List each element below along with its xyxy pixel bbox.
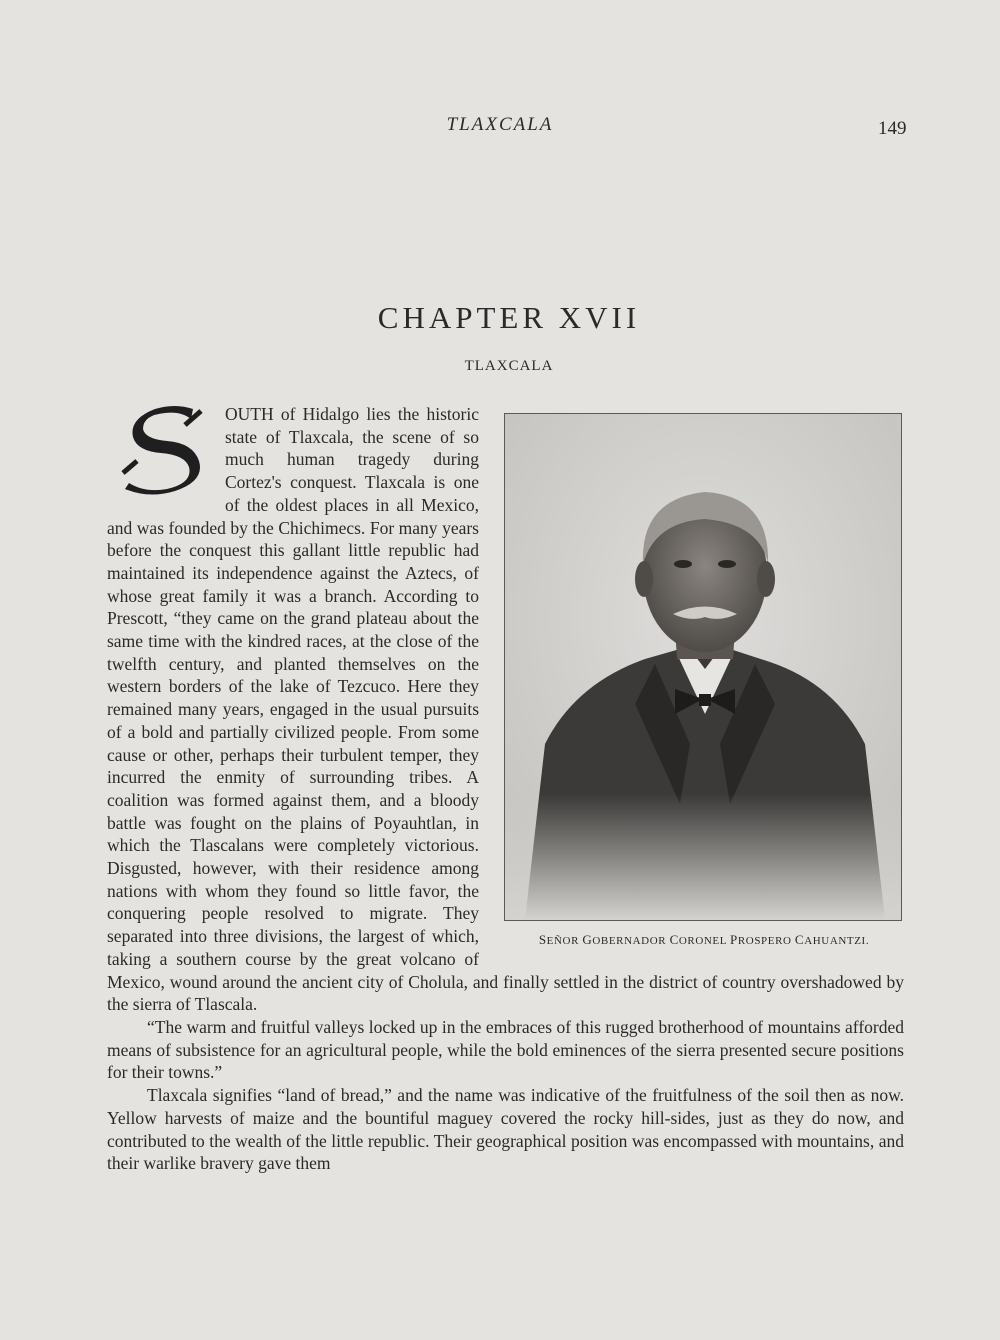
portrait-plate [504,413,902,921]
figure-caption: SEÑOR GOBERNADOR CORONEL PROSPERO CAHUANTZI. [538,932,870,947]
paragraph-1-text: OUTH of Hidalgo lies the historic state of Tlaxcala, the scene of so much human tragedy during Cortez's conquest. Tlaxcala is one of the oldest places in all Mexico, and was founded by the Chichimecs. For many years before the conquest this gallant little republic had maintained its independence against the Aztecs, of whose great family it was a branch. According to Prescott, “they came on the grand plateau about the same time with the kindred races, at the close of the twelfth century, and planted themselves on the western borders of the lake of Tezcuco. Here they remained many years, engaged in the usual pursuits of a bold and partially civilized people. From some cause or other, perhaps their turbulent temper, they incurred the enmity of surrounding tribes. A coalition was formed against them, and a bloody battle was fought on the plains of Poyauhtlan, in which the Tlascalans were completely victorious. Disgusted, however, with their residence among nations with whom they found so little favor, the conquering people resolved to migrate. They separated into three divisions, the largest of which, taking a southern course by the great volcano of Mexico, wound around the ancient city of Cholula, and finally settled in the district of country overshadowed by the sierra of Tlascala. [107,404,904,1015]
paragraph-2: “The warm and fruitful valleys locked up in the embraces of this rugged brotherhood of mountains afforded means of subsistence for an agricultural people, while the bold eminences of the sierra presented secure positions for their towns.” [107,1016,904,1083]
portrait-figure [504,413,904,953]
portrait-illustration [505,414,901,920]
page-number: 149 [878,118,907,139]
chapter-title: CHAPTER XVII [377,300,641,335]
paragraph-3: Tlaxcala signifies “land of bread,” and the name was indicative of the fruitfulness of the soil then as now. Yellow harvests of maize and the bountiful maguey covered the rocky hill-sides, just as they do now, and contributed to the wealth of the little republic. Their geographical position was encompassed with mountains, and their warlike bravery gave them [107,1085,904,1174]
running-head: TLAXCALA [446,114,554,135]
dropcap-s-ornament [115,403,211,495]
chapter-subtitle: TLAXCALA [464,358,554,374]
chapter-body [107,403,904,1175]
